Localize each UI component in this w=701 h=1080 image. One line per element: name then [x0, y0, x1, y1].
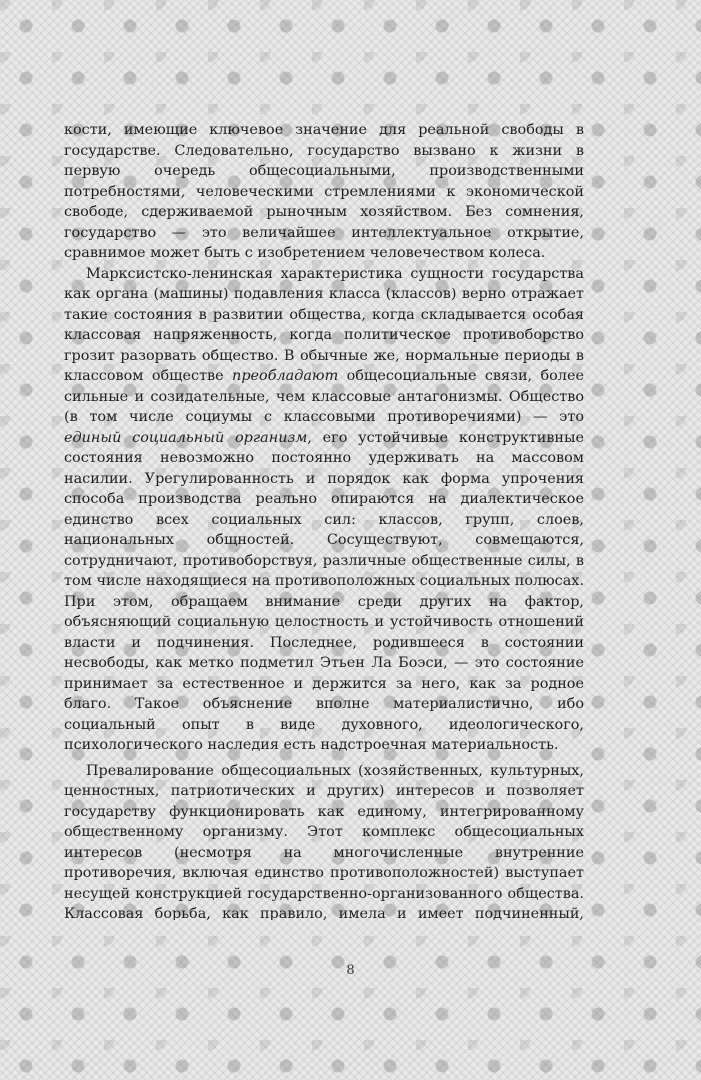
paragraph-1: кости, имеющие ключевое значение для реальной свободы в государстве. Следовательно, государство вызвано к жизни в первую очередь общесоциальными, производственными потребностями, человеческими стремлениями к экономической свободе, сдерживаемой рыночным хозяйством. Без сомнения, государство — это величайшее интеллектуальное открытие, сравнимое может быть с изобретением человечеством колеса.: [64, 122, 584, 261]
paragraph-3: Превалирование общесоциальных (хозяйственных, культурных, ценностных, патриотических и других) интересов и позволяет государству функционировать как единому, интегрированному общественному организму. Этот комплекс общесоциальных интересов (несмотря на многочисленные внутренние противоречия, включая единство противоположностей) выступает несущей конструкцией государственно-организованного общества. Классовая борьба, как правило, имела и имеет подчиненный,: [64, 762, 584, 920]
page-number: 8: [346, 963, 355, 978]
paragraph-2: [64, 264, 584, 756]
paragraph-2-text-b: общесоциальные связи, более сильные и созидательные, чем классовые антагонизмы. Общество (в том числе социумы с классовыми противоречиями) — это: [64, 368, 584, 425]
emphasis-prevail: преобладают: [232, 368, 339, 384]
page-body: [64, 120, 584, 920]
paragraph-2-text-a: Марксистско-ленинская характеристика сущности государства как органа (машины) подавления класса (классов) верно отражает такие состояния в развитии общества, когда складывается особая классовая напряженность, когда политическое противоборство грозит разорвать общество. В обычные же, нормальные периоды в классовом обществе: [64, 265, 584, 384]
paragraph-2-text-c: , его устойчивые конструктивные состояния невозможно постоянно удерживать на массовом насилии. Урегулированность и порядок как форма упрочения способа производства реально опираются на диалектическое единство всех социальных сил: классов, групп, слоев, национальных общностей. Сосуществуют, совмещаются, сотрудничают, противоборствуя, различные общественные силы, в том числе находящиеся на противоположных социальных полюсах. При этом, обращаем внимание среди других на фактор, объясняющий социальную целостность и устойчивость отношений власти и подчинения. Последнее, родившееся в состоянии несвободы, как метко подметил Этьен Ла Боэси, — это состояние принимает за естественное и держится за него, как за родное благо. Такое объяснение вполне материалистично, ибо социальный опыт в виде духовного, идеологического, психологического наследия есть надстроечная материальность.: [64, 429, 584, 753]
emphasis-social-organism: единый социальный организм: [64, 429, 308, 446]
